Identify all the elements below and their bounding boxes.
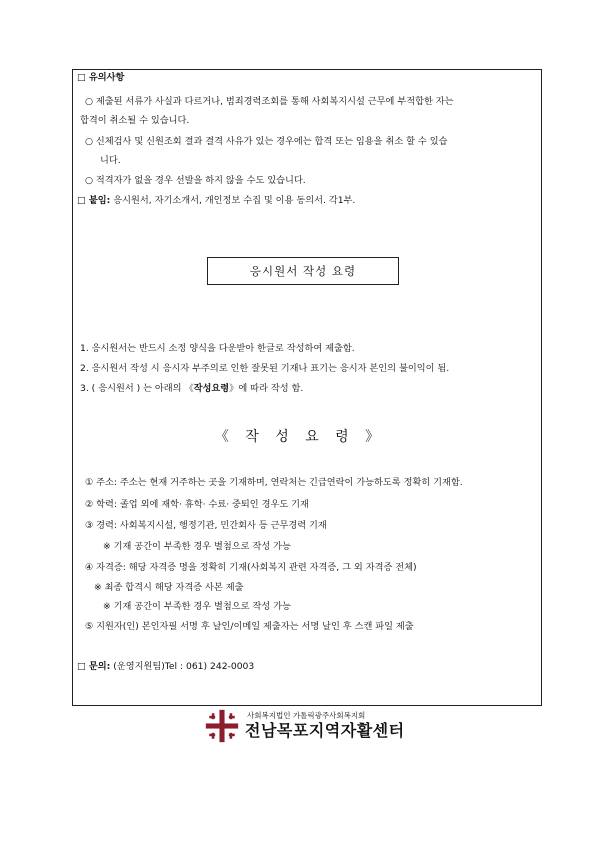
- guide-item-5: ⑤ 지원자(인) 본인자필 서명 후 날인/이메일 제출자는 서명 날인 후 스캔 파일 제출: [85, 621, 414, 632]
- note-item-2-line-2: 니다.: [100, 155, 121, 166]
- form-title: 응시원서 작성 요령: [249, 264, 357, 278]
- attachment-label: □ 붙임:: [77, 195, 111, 206]
- note-item-2-line-1: ○ 신체검사 및 신원조회 결과 결격 사유가 있는 경우에는 합격 또는 임용을 취소 할 수 있습: [85, 136, 448, 147]
- contact-line: [77, 661, 254, 673]
- guide-item-4: ④ 자격증: 해당 자격증 명을 정확히 기재(사회복지 관련 자격증, 그 외 자격증 전체): [85, 562, 417, 573]
- footer-org-small: 사회복지법인 가톨릭광주사회복지회: [247, 711, 366, 720]
- instruction-3-post: 》에 따라 작성 함.: [229, 383, 304, 394]
- caritas-cross-logo-icon: [205, 709, 239, 743]
- guide-item-2: ② 학력: 졸업 외에 재학· 휴학· 수료· 중퇴인 경우도 기재: [85, 499, 309, 510]
- note-item-1-line-1: ○ 제출된 서류가 사실과 다르거나, 범죄경력조회를 통해 사회복지시설 근무에 부적합한 자는: [85, 96, 454, 107]
- footer-org: [205, 706, 405, 746]
- guide-item-3: ③ 경력: 사회복지시설, 행정기관, 민간회사 등 근무경력 기재: [85, 520, 327, 531]
- instruction-3-pre: 3. ( 응시원서 ) 는 아래의 《: [80, 383, 194, 394]
- instruction-3-bold: 작성요령: [193, 383, 230, 394]
- guide-item-1: ① 주소: 주소는 현재 거주하는 곳을 기재하며, 연락처는 긴급연락이 가능하도록 정확히 기재함.: [85, 477, 463, 488]
- contact-text: (운영지원팀)Tel : 061) 242-0003: [113, 661, 255, 672]
- notes-header: □ 유의사항: [77, 72, 125, 83]
- form-title-box: [207, 257, 399, 285]
- instruction-3: [80, 383, 303, 395]
- instruction-1: 1. 응시원서는 반드시 소정 양식을 다운받아 한글로 작성하여 제출함.: [80, 343, 355, 354]
- attachment-line: [77, 195, 355, 207]
- attachment-text: 응시원서, 자기소개서, 개인정보 수집 및 이용 동의서. 각1부.: [113, 195, 356, 206]
- footer-org-name: 전남목포지역자활센터: [245, 721, 405, 740]
- footer-text: [245, 711, 405, 741]
- instruction-2: 2. 응시원서 작성 시 응시자 부주의로 인한 잘못된 기재나 표기는 응시자 본인의 불이익이 됨.: [80, 363, 450, 374]
- guide-title: 《 작 성 요 령 》: [214, 429, 386, 445]
- guide-item-4-note-2: ※ 기재 공간이 부족한 경우 별첨으로 작성 가능: [103, 601, 291, 612]
- note-item-1-line-2: 합격이 취소될 수 있습니다.: [80, 115, 190, 126]
- contact-label: □ 문의:: [77, 661, 111, 672]
- guide-item-4-note-1: ※ 최종 합격시 해당 자격증 사본 제출: [94, 582, 244, 593]
- guide-item-3-note: ※ 기재 공간이 부족한 경우 별첨으로 작성 가능: [103, 541, 291, 552]
- note-item-3: ○ 적격자가 없을 경우 선발을 하지 않을 수도 있습니다.: [85, 175, 306, 186]
